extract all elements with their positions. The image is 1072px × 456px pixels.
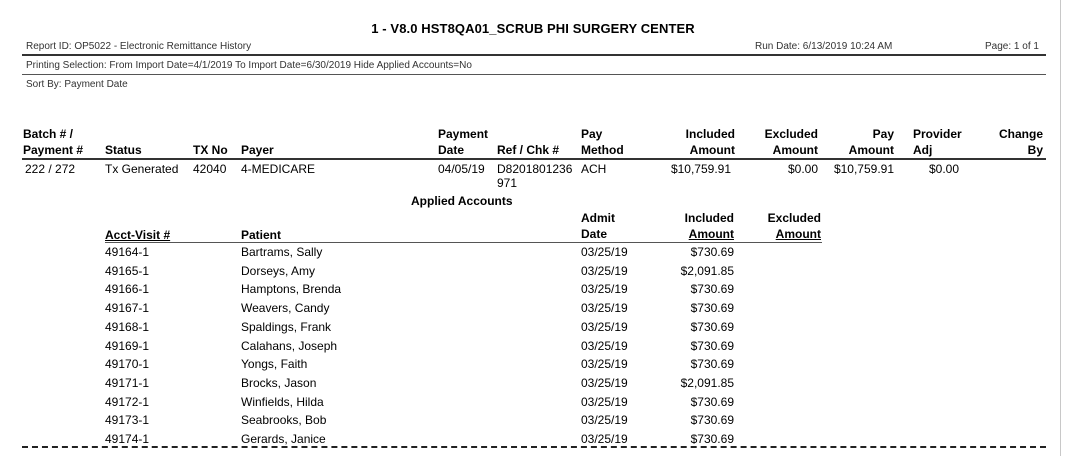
applied-acct-visit: 49173-1 [105, 413, 150, 427]
payment-pay-amount: $10,759.91 [833, 162, 894, 176]
applied-col-acct-visit: Acct-Visit # [105, 228, 171, 242]
col-payment-date: Payment Date [438, 127, 489, 157]
applied-acct-visit: 49166-1 [105, 282, 150, 296]
col-excluded-amount: Excluded Amount [764, 127, 818, 157]
applied-col-patient: Patient [241, 228, 282, 242]
applied-admit-date: 03/25/19 [581, 413, 628, 427]
col-tx-no: TX No [193, 143, 228, 157]
applied-admit-date: 03/25/19 [581, 357, 628, 371]
payment-method: ACH [581, 162, 607, 176]
applied-acct-visit: 49170-1 [105, 357, 150, 371]
applied-included-amount: $730.69 [690, 320, 734, 334]
applied-patient: Dorseys, Amy [241, 264, 316, 278]
applied-admit-date: 03/25/19 [581, 320, 628, 334]
applied-acct-visit: 49172-1 [105, 395, 150, 409]
selection-divider [22, 74, 1046, 75]
applied-admit-date: 03/25/19 [581, 301, 628, 315]
report-id: Report ID: OP5022 - Electronic Remittance History [26, 41, 252, 52]
applied-included-amount: $730.69 [690, 339, 734, 353]
applied-admit-date: 03/25/19 [581, 432, 628, 446]
applied-col-admit-date: Admit Date [581, 211, 615, 241]
col-provider-adj: Provider Adj [913, 127, 962, 157]
col-change-by: Change By [998, 127, 1043, 157]
run-date: Run Date: 6/13/2019 10:24 AM [755, 41, 893, 52]
applied-acct-visit: 49165-1 [105, 264, 150, 278]
applied-col-included-amount: Included Amount [684, 211, 734, 241]
page-edge [1060, 0, 1061, 456]
applied-included-amount: $730.69 [690, 282, 734, 296]
col-batch-payment: Batch # / Payment # [23, 127, 84, 157]
applied-included-amount: $730.69 [690, 357, 734, 371]
payment-date: 04/05/19 [438, 162, 485, 176]
sort-by: Sort By: Payment Date [26, 79, 128, 90]
page-number: Page: 1 of 1 [985, 41, 1039, 52]
applied-included-amount: $730.69 [690, 413, 734, 427]
report-end-divider [22, 446, 1046, 448]
applied-acct-visit: 49167-1 [105, 301, 150, 315]
applied-accounts-heading: Applied Accounts [411, 194, 513, 208]
applied-patient: Yongs, Faith [241, 357, 308, 371]
applied-patient: Calahans, Joseph [241, 339, 338, 353]
payment-provider-adj: $0.00 [928, 162, 959, 176]
applied-patient: Weavers, Candy [241, 301, 330, 315]
applied-patient: Brocks, Jason [241, 376, 317, 390]
col-payer: Payer [241, 143, 274, 157]
applied-included-amount: $2,091.85 [680, 264, 734, 278]
payment-ref-chk: D8201801236 971 [497, 162, 573, 190]
col-pay-amount: Pay Amount [848, 127, 894, 157]
payment-batch: 222 / 272 [25, 162, 76, 176]
applied-admit-date: 03/25/19 [581, 282, 628, 296]
applied-included-amount: $730.69 [690, 432, 734, 446]
payment-status: Tx Generated [105, 162, 179, 176]
col-included-amount: Included Amount [685, 127, 735, 157]
applied-admit-date: 03/25/19 [581, 264, 628, 278]
payment-tx-no: 42040 [193, 162, 227, 176]
applied-header-underline [105, 242, 822, 243]
payment-excluded-amount: $0.00 [787, 162, 818, 176]
applied-patient: Spaldings, Frank [241, 320, 332, 334]
applied-col-excluded-amount: Excluded Amount [767, 211, 821, 241]
payment-included-amount: $10,759.91 [670, 162, 731, 176]
applied-included-amount: $730.69 [690, 301, 734, 315]
applied-patient: Gerards, Janice [241, 432, 326, 446]
applied-admit-date: 03/25/19 [581, 395, 628, 409]
applied-included-amount: $730.69 [690, 245, 734, 259]
report-title: 1 - V8.0 HST8QA01_SCRUB PHI SURGERY CENTER [371, 21, 695, 36]
payment-payer: 4-MEDICARE [241, 162, 316, 176]
header-divider [22, 54, 1046, 56]
col-ref-chk: Ref / Chk # [497, 143, 560, 157]
applied-patient: Seabrooks, Bob [241, 413, 327, 427]
applied-acct-visit: 49169-1 [105, 339, 150, 353]
applied-patient: Bartrams, Sally [241, 245, 323, 259]
applied-acct-visit: 49171-1 [105, 376, 150, 390]
column-header-divider [22, 158, 1046, 160]
applied-acct-visit: 49164-1 [105, 245, 150, 259]
applied-acct-visit: 49168-1 [105, 320, 150, 334]
applied-acct-visit: 49174-1 [105, 432, 150, 446]
applied-admit-date: 03/25/19 [581, 245, 628, 259]
col-pay-method: Pay Method [581, 127, 624, 157]
col-status: Status [105, 143, 142, 157]
applied-patient: Hamptons, Brenda [241, 282, 342, 296]
applied-included-amount: $730.69 [690, 395, 734, 409]
printing-selection: Printing Selection: From Import Date=4/1/2019 To Import Date=6/30/2019 Hide Applied Accounts=No [26, 60, 472, 71]
applied-included-amount: $2,091.85 [680, 376, 734, 390]
applied-admit-date: 03/25/19 [581, 339, 628, 353]
applied-admit-date: 03/25/19 [581, 376, 628, 390]
applied-patient: Winfields, Hilda [241, 395, 324, 409]
